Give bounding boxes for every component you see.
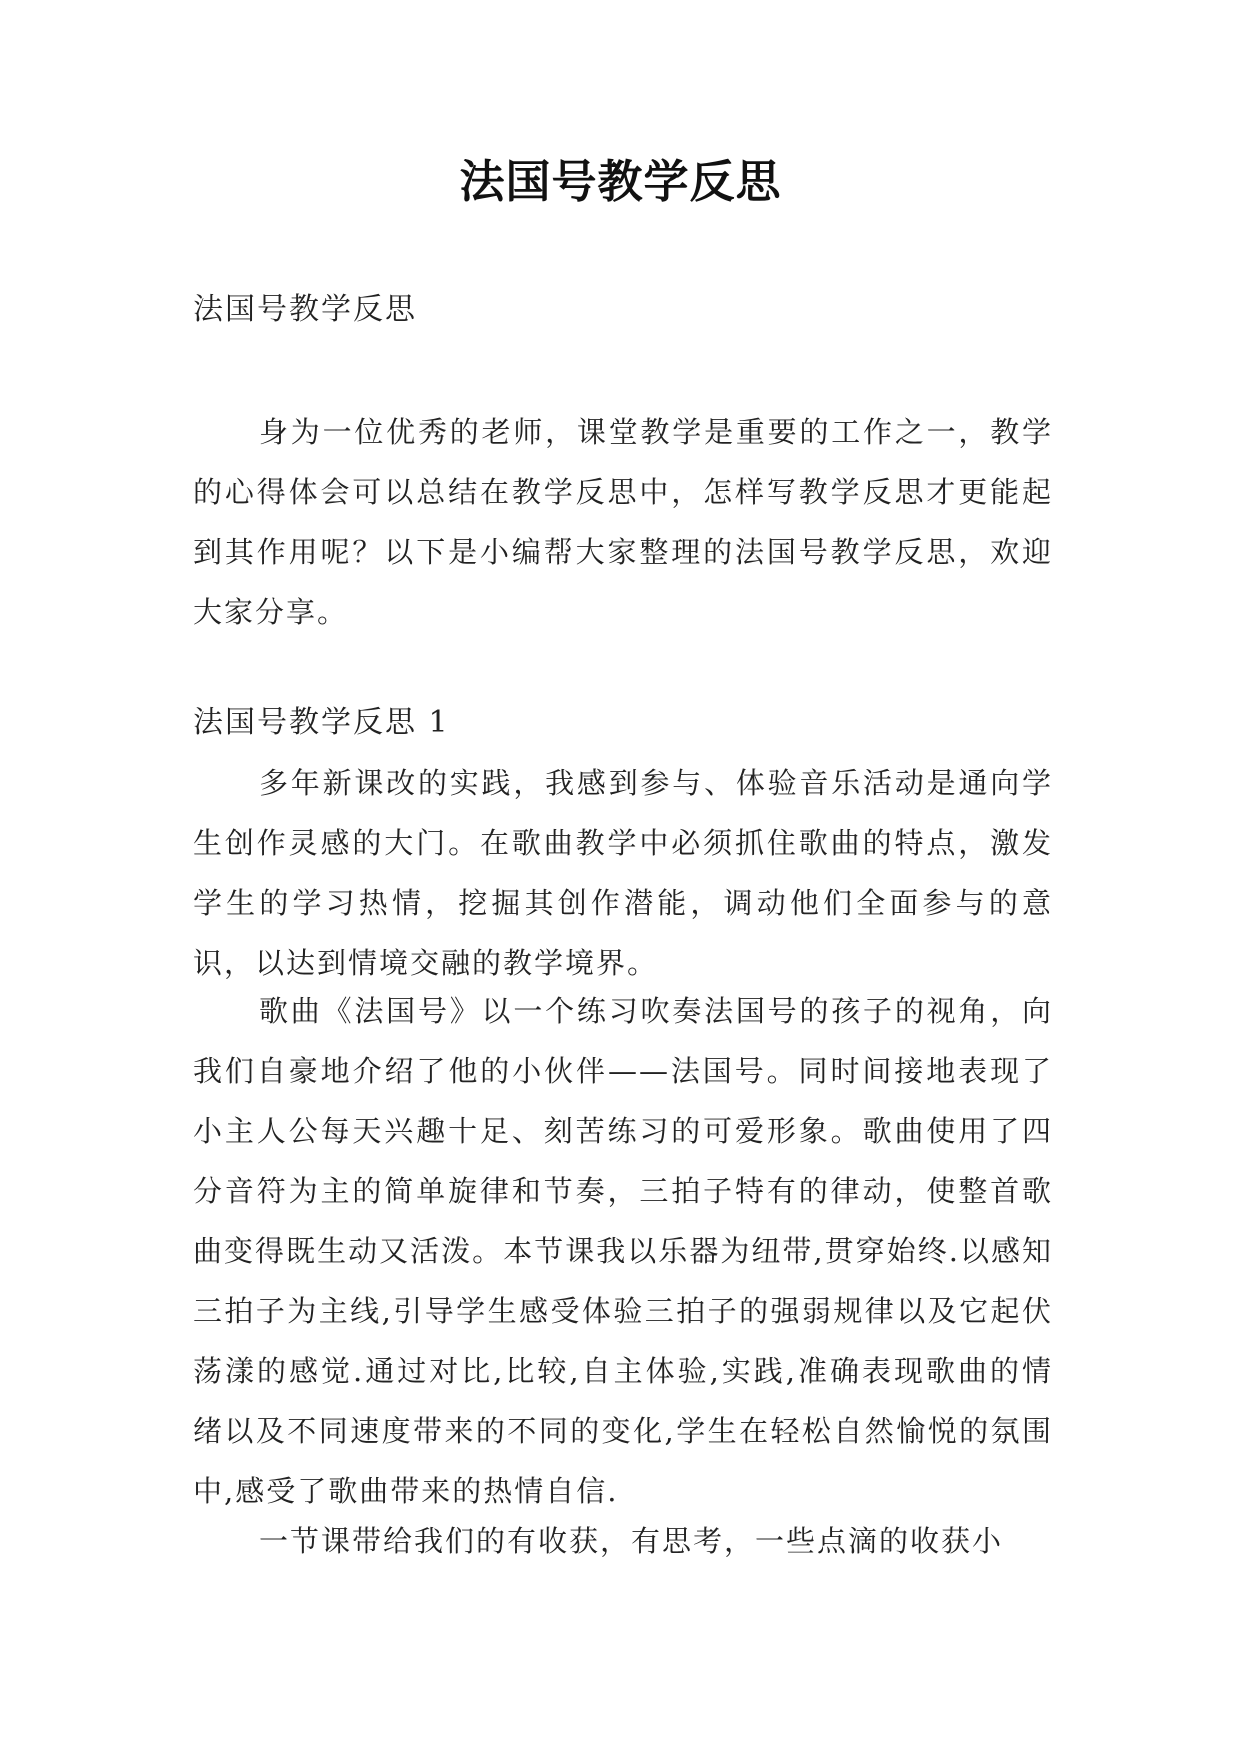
body-paragraph: 歌曲《法国号》以一个练习吹奏法国号的孩子的视角，向我们自豪地介绍了他的小伙伴——法国号。同时间接地表现了小主人公每天兴趣十足、刻苦练习的可爱形象。歌曲使用了四分音符为主的简单旋律和节奏，三拍子特有的律动，使整首歌曲变得既生动又活泼。本节课我以乐器为纽带,贯穿始终.以感知三拍子为主线,引导学生感受体验三拍子的强弱规律以及它起伏荡漾的感觉.通过对比,比较,自主体验,实践,准确表现歌曲的情绪以及不同速度带来的不同的变化,学生在轻松自然愉悦的氛围中,感受了歌曲带来的热情自信. xyxy=(193,994,1053,1508)
section-heading: 法国号教学反思 1 xyxy=(193,705,450,740)
body-paragraph: 一节课带给我们的有收获，有思考，一些点滴的收获小 xyxy=(259,1524,1004,1558)
document-subtitle: 法国号教学反思 xyxy=(193,292,417,327)
body-paragraph: 多年新课改的实践，我感到参与、体验音乐活动是通向学生创作灵感的大门。在歌曲教学中必须抓住歌曲的特点，激发学生的学习热情，挖掘其创作潜能，调动他们全面参与的意识，以达到情境交融的教学境界。 xyxy=(193,766,1053,980)
intro-paragraph: 身为一位优秀的老师，课堂教学是重要的工作之一，教学的心得体会可以总结在教学反思中，怎样写教学反思才更能起到其作用呢？以下是小编帮大家整理的法国号教学反思，欢迎大家分享。 xyxy=(193,415,1053,629)
document-title: 法国号教学反思 xyxy=(459,155,782,208)
